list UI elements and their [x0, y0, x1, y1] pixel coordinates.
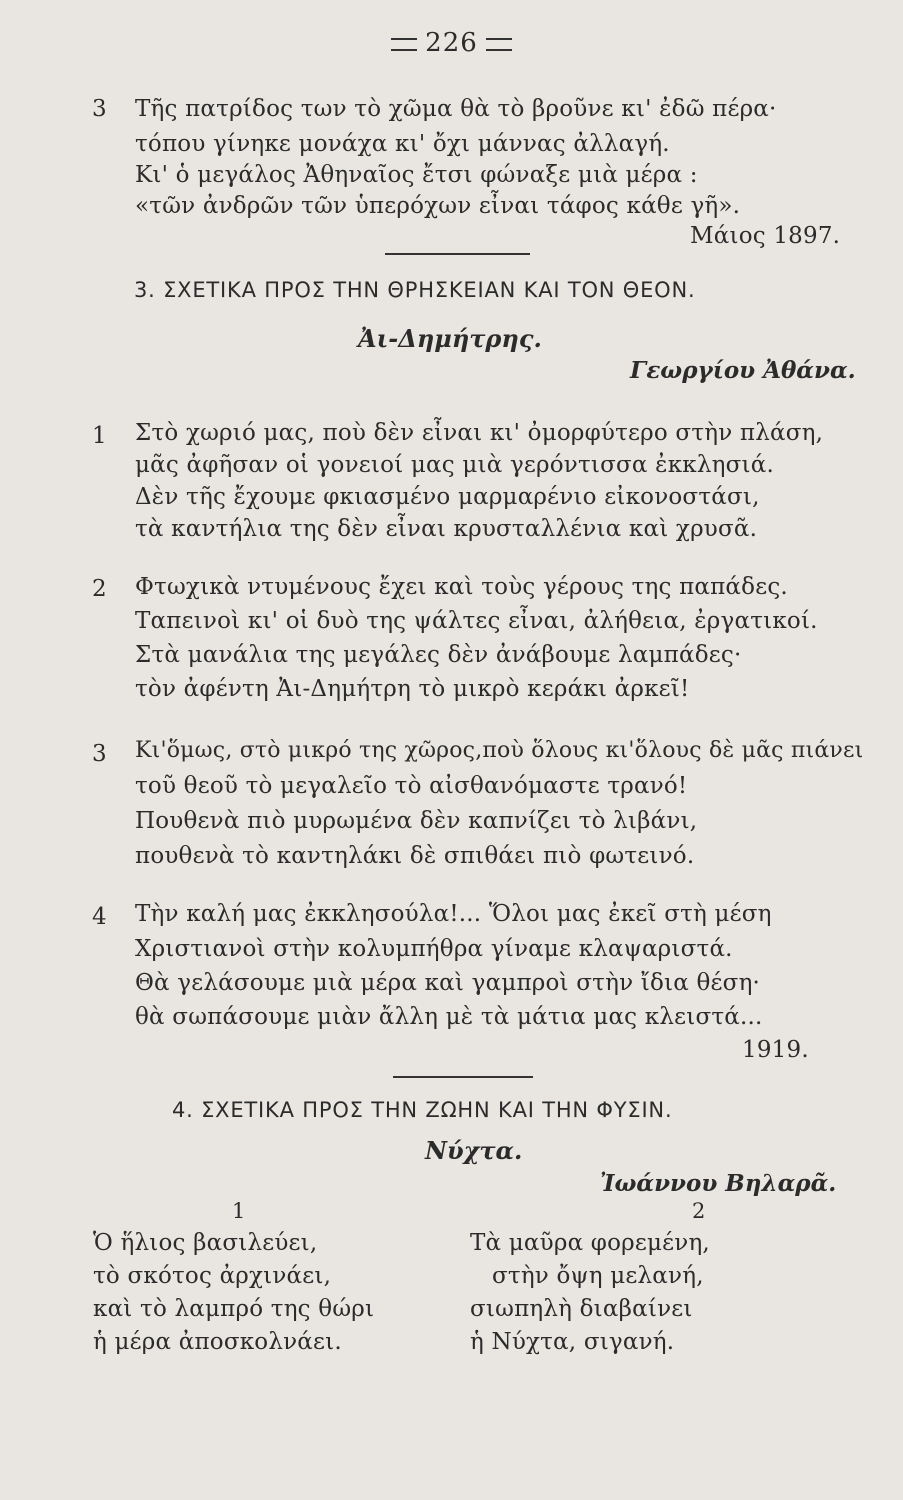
page-number-text: 226 — [425, 28, 478, 58]
poem-line: σιωπηλὴ διαβαίνει — [470, 1296, 693, 1322]
poem-line: τὸ σκότος ἀρχινάει, — [93, 1263, 332, 1289]
poem-date: Μάιος 1897. — [690, 223, 841, 249]
page-number-left-ornament — [391, 38, 417, 51]
poem-line: ἡ Νύχτα, σιγανή. — [470, 1329, 675, 1355]
poem-line: τοῦ θεοῦ τὸ μεγαλεῖο τὸ αἰσθανόμαστε τρανό! — [135, 773, 688, 799]
poem-line: Θὰ γελάσουμε μιὰ μέρα καὶ γαμπροὶ στὴν ἴδια θέση· — [135, 970, 761, 996]
poem-line: Δὲν τῆς ἔχουμε φκιασμένο μαρμαρένιο εἰκονοστάσι, — [135, 484, 760, 510]
stanza-number: 3 — [92, 741, 107, 767]
poem-line: Πουθενὰ πιὸ μυρωμένα δὲν καπνίζει τὸ λιβάνι, — [135, 808, 698, 834]
poem-line: στὴν ὄψη μελανή, — [492, 1263, 704, 1289]
poem-line: πουθενὰ τὸ καντηλάκι δὲ σπιθάει πιὸ φωτεινό. — [135, 843, 695, 869]
poem-title: Νύχτα. — [425, 1136, 523, 1165]
stanza-number: 1 — [232, 1199, 246, 1223]
poem-line: θὰ σωπάσουμε μιὰν ἄλλη μὲ τὰ μάτια μας κλειστά... — [135, 1004, 763, 1030]
poem-line: Χριστιανοὶ στὴν κολυμπήθρα γίναμε κλαψαριστά. — [135, 936, 733, 962]
poem-line: τὸν ἀφέντη Ἀι-Δημήτρη τὸ μικρὸ κεράκι ἀρκεῖ! — [135, 676, 690, 702]
stanza-number: 2 — [92, 576, 107, 602]
poem-line: Κι' ὁ μεγάλος Ἀθηναῖος ἔτσι φώναξε μιὰ μέρα : — [135, 162, 698, 188]
stanza-number: 1 — [92, 423, 107, 449]
poem-line: τόπου γίνηκε μονάχα κι' ὄχι μάννας ἀλλαγή. — [135, 131, 670, 157]
poem-line: Κι'ὅμως, στὸ μικρό της χῶρος,ποὺ ὅλους κι'ὅλους δὲ μᾶς πιάνει — [135, 738, 864, 763]
poem-line: μᾶς ἀφῆσαν οἱ γονειοί μας μιὰ γερόντισσα ἐκκλησιά. — [135, 452, 774, 478]
poem-line: Φτωχικὰ ντυμένους ἔχει καὶ τοὺς γέρους της παπάδες. — [135, 574, 788, 600]
poem-line: «τῶν ἀνδρῶν τῶν ὑπερόχων εἶναι τάφος κάθε γῆ». — [135, 193, 741, 219]
poem-line: Στὰ μανάλια της μεγάλες δὲν ἀνάβουμε λαμπάδες· — [135, 642, 742, 668]
poem-line: Στὸ χωριό μας, ποὺ δὲν εἶναι κι' ὀμορφύτερο στὴν πλάση, — [135, 420, 824, 446]
stanza-number: 3 — [92, 96, 107, 122]
page-number — [0, 28, 903, 58]
poem-line: Ὁ ἥλιος βασιλεύει, — [93, 1230, 318, 1256]
stanza-number: 4 — [92, 904, 107, 930]
poem-author: Ἰωάννου Βηλαρᾶ. — [600, 1170, 837, 1197]
poem-line: καὶ τὸ λαμπρό της θώρι — [93, 1296, 375, 1322]
poem-line: ἡ μέρα ἀποσκολνάει. — [93, 1329, 342, 1355]
poem-line: Τὴν καλή μας ἐκκλησούλα!... Ὅλοι μας ἐκεῖ στὴ μέση — [135, 901, 772, 927]
page-number-right-ornament — [486, 38, 512, 51]
section-divider — [385, 253, 530, 255]
poem-title: Ἀι-Δημήτρης. — [358, 324, 542, 353]
poem-date: 1919. — [742, 1037, 809, 1063]
stanza-number: 2 — [692, 1199, 706, 1223]
poem-line: Τὰ μαῦρα φορεμένη, — [470, 1230, 710, 1256]
section-heading: 3. ΣΧΕΤΙΚΑ ΠΡΟΣ ΤΗΝ ΘΡΗΣΚΕΙΑΝ ΚΑΙ ΤΟΝ ΘΕΟΝ. — [134, 278, 696, 302]
poem-line: τὰ καντήλια της δὲν εἶναι κρυσταλλένια καὶ χρυσᾶ. — [135, 516, 758, 542]
section-divider — [393, 1076, 533, 1078]
poem-line: Τῆς πατρίδος των τὸ χῶμα θὰ τὸ βροῦνε κι' ἐδῶ πέρα· — [135, 96, 777, 122]
poem-line: Ταπεινοὶ κι' οἱ δυὸ της ψάλτες εἶναι, ἀλήθεια, ἐργατικοί. — [135, 608, 818, 634]
section-heading: 4. ΣΧΕΤΙΚΑ ΠΡΟΣ ΤΗΝ ΖΩΗΝ ΚΑΙ ΤΗΝ ΦΥΣΙΝ. — [172, 1098, 673, 1122]
poem-author: Γεωργίου Ἀθάνα. — [630, 357, 856, 384]
